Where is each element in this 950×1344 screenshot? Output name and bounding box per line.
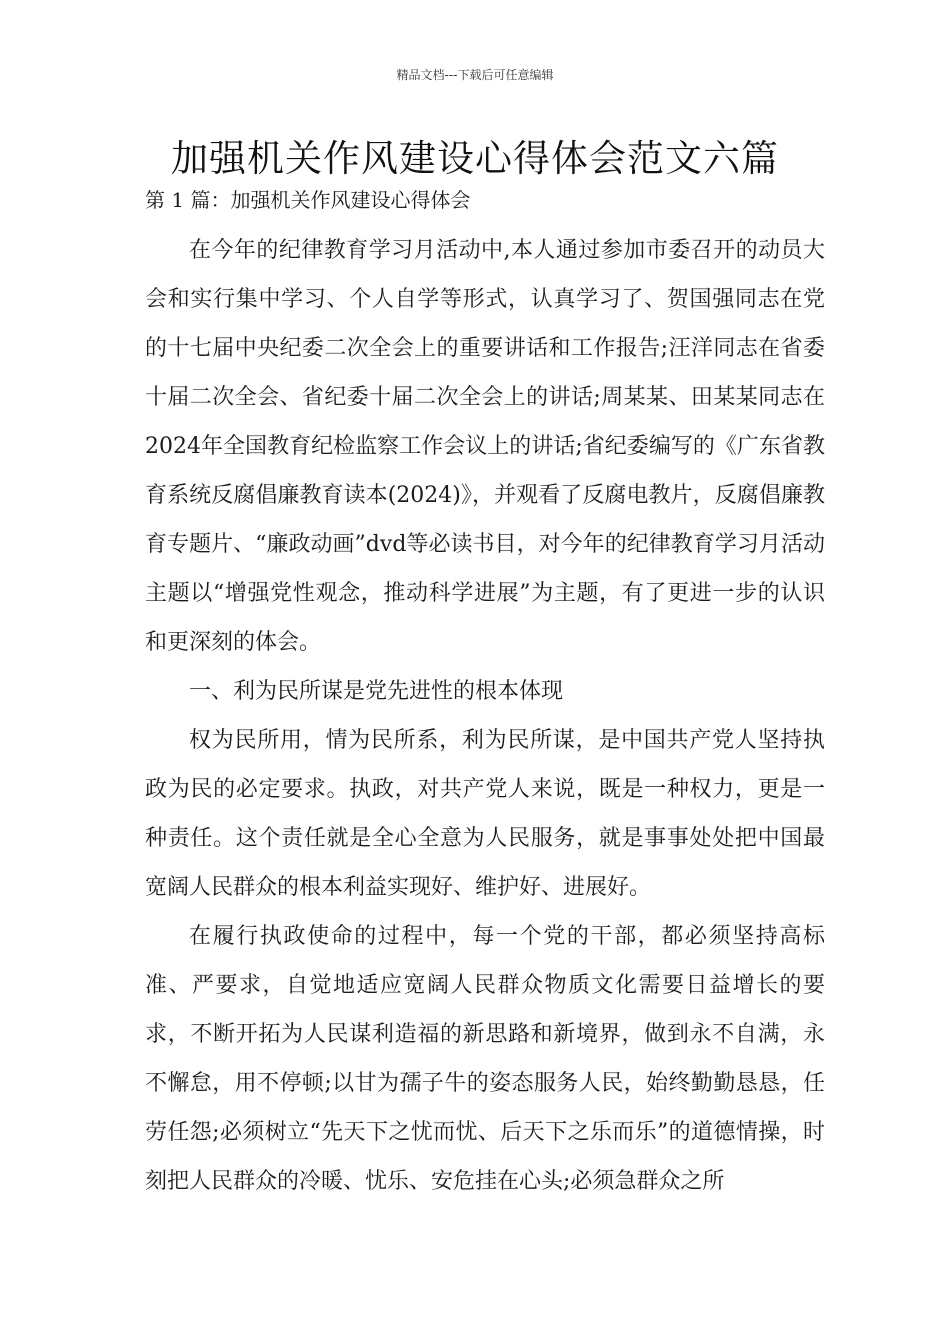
header-note: 精品文档---下载后可任意编辑	[396, 68, 554, 82]
document-title: 加强机关作风建设心得体会范文六篇	[171, 137, 779, 180]
paragraph: 权为民所用，情为民所系，利为民所谋，是中国共产党人坚持执政为民的必定要求。执政，对共产党人来说，既是一种权力，更是一种责任。这个责任就是全心全意为人民服务，就是事事处处把中国最宽阔人民群众的根本利益实现好、维护好、进展好。	[145, 728, 825, 900]
paragraph: 在今年的纪律教育学习月活动中,本人通过参加市委召开的动员大会和实行集中学习、个人自学等形式，认真学习了、贺国强同志在党的十七届中央纪委二次全会上的重要讲话和工作报告;汪洋同志在省委十届二次全会、省纪委十届二次全会上的讲话;周某某、田某某同志在2024年全国教育纪检监察工作会议上的讲话;省纪委编写的《广东省教育系统反腐倡廉教育读本(2024)》，并观看了反腐电教片，反腐倡廉教育专题片、“廉政动画”dvd等必读书目，对今年的纪律教育学习月活动主题以“增强党性观念，推动科学进展”为主题，有了更进一步的认识和更深刻的体会。	[145, 238, 825, 655]
document-body	[145, 182, 825, 1206]
subheading: 一、利为民所谋是党先进性的根本体现	[189, 679, 564, 704]
paragraph: 在履行执政使命的过程中，每一个党的干部，都必须坚持高标准、严要求，自觉地适应宽阔人民群众物质文化需要日益增长的要求，不断开拓为人民谋利造福的新思路和新境界，做到永不自满，永不懈怠，用不停顿;以甘为孺子牛的姿态服务人民，始终勤勤恳恳，任劳任怨;必须树立“先天下之忧而忧、后天下之乐而乐”的道德情操，时刻把人民群众的冷暖、忧乐、安危挂在心头;必须急群众之所	[145, 924, 825, 1194]
section-heading: 第 1 篇：加强机关作风建设心得体会	[145, 188, 471, 212]
